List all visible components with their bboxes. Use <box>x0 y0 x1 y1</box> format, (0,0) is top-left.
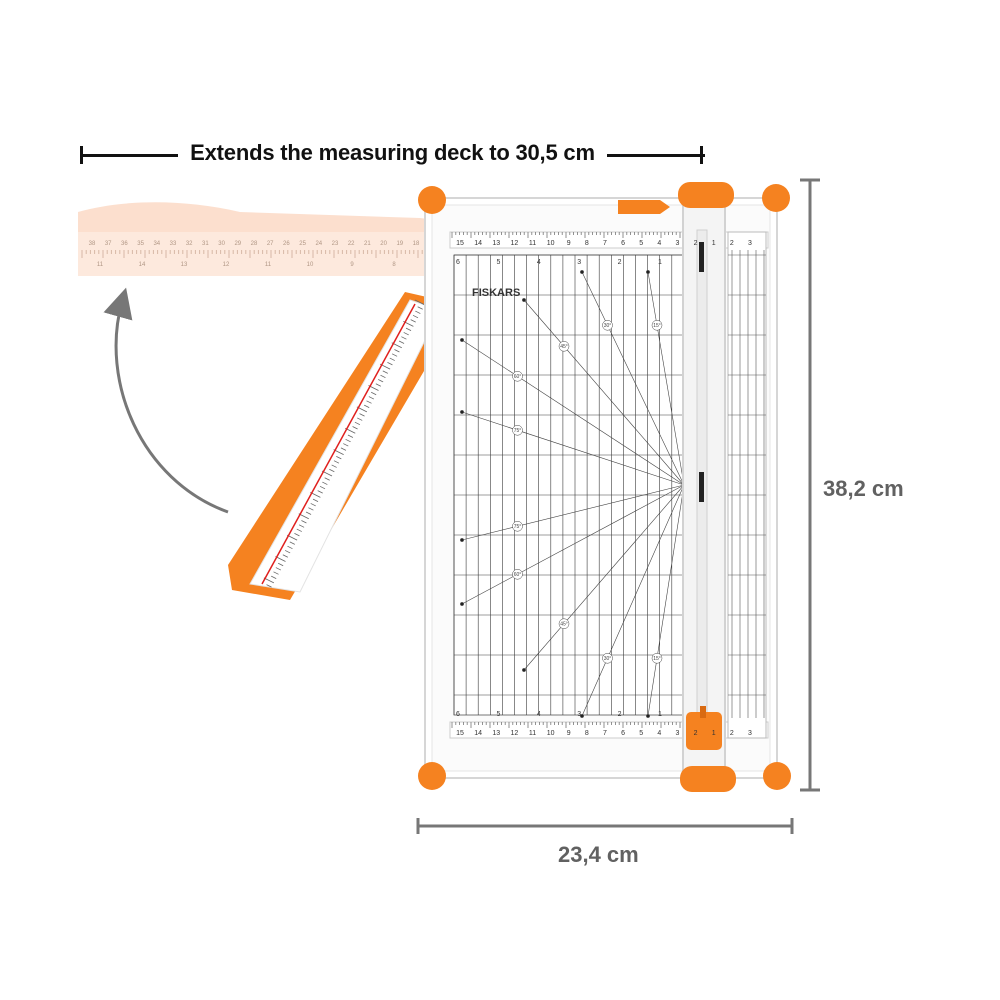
cutting-rail <box>683 196 725 790</box>
folded-extension-arm <box>228 292 448 600</box>
scale-number: 2 <box>693 240 698 247</box>
extension-scale-number: 33 <box>169 241 177 247</box>
scale-number: 15 <box>456 730 464 737</box>
rotation-arrow <box>116 302 228 512</box>
extension-scale-number: 35 <box>137 241 144 247</box>
scale-number: 9 <box>566 730 571 737</box>
angle-label: 15° <box>653 656 661 663</box>
inner-scale-number: 6 <box>456 259 460 266</box>
scale-number: 3 <box>748 730 752 737</box>
extension-scale-sub-number: 12 <box>222 262 230 268</box>
scale-number: 13 <box>492 240 501 247</box>
scale-number: 10 <box>546 730 555 737</box>
scale-number: 1 <box>711 730 716 737</box>
extension-scale-number: 30 <box>218 241 225 247</box>
angle-label: 30° <box>603 323 612 330</box>
scale-number: 13 <box>492 730 501 737</box>
extension-scale-number: 29 <box>234 241 242 247</box>
scale-number: 3 <box>675 730 680 737</box>
ghost-extension-ruler <box>78 202 442 276</box>
inner-scale-number: 3 <box>577 711 582 718</box>
scale-number: 2 <box>729 240 734 247</box>
extension-scale-number: 25 <box>299 241 306 247</box>
extension-scale-number: 32 <box>185 241 193 247</box>
extension-scale-number: 26 <box>283 241 290 247</box>
inner-scale-number: 1 <box>658 711 662 718</box>
extension-scale-number: 34 <box>153 241 161 247</box>
scale-number: 11 <box>528 730 537 737</box>
extension-scale-number: 27 <box>266 241 274 247</box>
extension-scale-sub-number: 8 <box>392 262 396 268</box>
scale-number: 8 <box>584 730 589 737</box>
corner-foot-bottom-left <box>418 762 446 790</box>
scale-number: 12 <box>510 240 519 247</box>
corner-foot-top-left <box>418 186 446 214</box>
scale-number: 5 <box>639 730 644 737</box>
corner-foot-bottom-right <box>763 762 791 790</box>
inner-scale-number: 5 <box>496 259 501 266</box>
scale-number: 11 <box>528 240 537 247</box>
extension-scale-sub-number: 11 <box>96 262 104 268</box>
angle-label: 60° <box>513 572 522 579</box>
scale-number: 1 <box>711 240 716 247</box>
rail-top-cap <box>678 182 734 208</box>
scale-number: 12 <box>510 730 519 737</box>
inner-scale-number: 2 <box>617 711 622 718</box>
extension-scale-sub-number: 14 <box>138 262 146 268</box>
angle-label: 30° <box>603 656 612 663</box>
height-label: 38,2 cm <box>823 476 904 501</box>
angle-label: 60° <box>513 374 522 381</box>
extension-scale-sub-number: 10 <box>306 262 314 268</box>
extension-scale-number: 24 <box>315 241 323 247</box>
inner-scale-number: 5 <box>496 711 501 718</box>
width-label: 23,4 cm <box>558 842 639 867</box>
extension-scale-number: 36 <box>121 241 128 247</box>
extension-scale-number: 21 <box>364 241 371 247</box>
inner-scale-number: 3 <box>577 259 582 266</box>
extension-scale-number: 37 <box>104 241 112 247</box>
height-dimension <box>800 180 820 790</box>
angle-label: 45° <box>560 344 568 351</box>
scale-number: 15 <box>456 240 464 247</box>
scale-number: 6 <box>621 730 626 737</box>
width-dimension <box>418 818 792 834</box>
inner-scale-number: 1 <box>658 259 662 266</box>
scale-number: 10 <box>546 240 555 247</box>
extension-scale-number: 18 <box>412 241 420 247</box>
angle-label: 15° <box>653 323 661 330</box>
scale-number: 5 <box>639 240 644 247</box>
scale-number: 14 <box>474 730 483 737</box>
extension-scale-number: 20 <box>380 241 387 247</box>
extension-scale-sub-number: 11 <box>264 262 272 268</box>
scale-number: 14 <box>474 240 483 247</box>
inner-scale-number: 2 <box>617 259 622 266</box>
scale-number: 7 <box>603 730 607 737</box>
extension-scale-number: 31 <box>202 241 209 247</box>
scale-number: 2 <box>729 730 734 737</box>
inner-scale-number: 4 <box>536 711 541 718</box>
angle-label: 45° <box>560 621 568 628</box>
inner-scale-number: 6 <box>456 711 460 718</box>
extension-scale-sub-number: 13 <box>180 262 188 268</box>
scale-number: 9 <box>566 240 571 247</box>
extension-scale-number: 38 <box>88 241 96 247</box>
scale-number: 3 <box>675 240 680 247</box>
angle-label: 75° <box>513 524 522 531</box>
deck-latch <box>618 200 670 214</box>
extension-scale-number: 28 <box>250 241 258 247</box>
headline-text: Extends the measuring deck to 30,5 cm <box>178 140 607 165</box>
brand-logo: FISKARS <box>472 287 521 299</box>
scale-number: 6 <box>621 240 626 247</box>
corner-foot-top-right <box>762 184 790 212</box>
scale-number: 2 <box>693 730 698 737</box>
scale-number: 4 <box>657 730 662 737</box>
rail-bottom-cap <box>680 766 736 792</box>
scale-number: 3 <box>748 240 752 247</box>
extension-scale-sub-number: 9 <box>350 262 354 268</box>
scale-number: 8 <box>584 240 589 247</box>
extension-scale-number: 23 <box>331 241 339 247</box>
extension-scale-number: 19 <box>396 241 404 247</box>
angle-label: 75° <box>513 428 522 435</box>
inner-scale-number: 4 <box>536 259 541 266</box>
scale-number: 7 <box>603 240 607 247</box>
extension-scale-number: 22 <box>347 241 355 247</box>
scale-number: 4 <box>657 240 662 247</box>
